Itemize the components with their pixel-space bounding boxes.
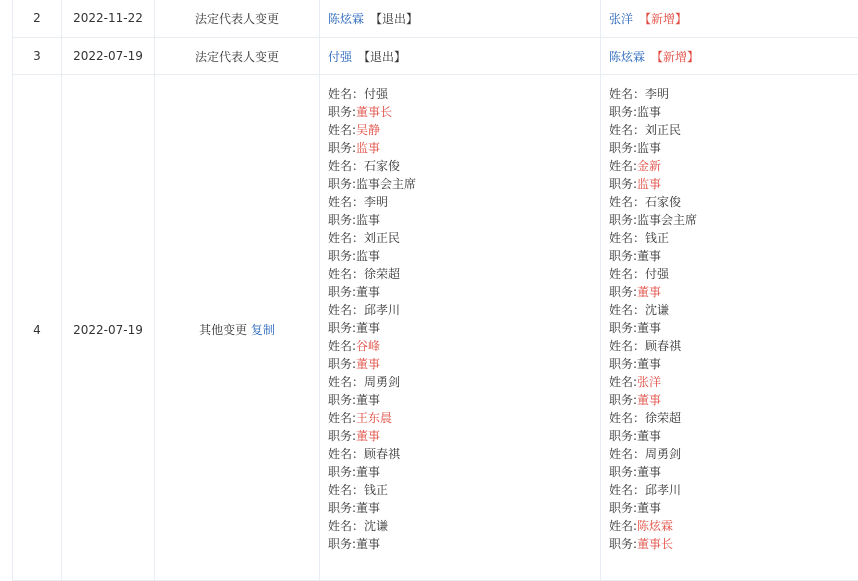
detail-value: 付强 xyxy=(645,267,669,281)
detail-label: 姓名： xyxy=(609,123,645,137)
detail-label: 职务: xyxy=(328,393,356,407)
detail-line xyxy=(328,337,600,355)
detail-label: 姓名： xyxy=(328,519,364,533)
detail-value: 董事 xyxy=(637,393,661,407)
detail-label: 职务: xyxy=(328,249,356,263)
detail-line xyxy=(328,481,600,499)
detail-label: 姓名： xyxy=(609,339,645,353)
detail-label: 姓名： xyxy=(609,195,645,209)
detail-line xyxy=(609,229,858,247)
detail-label: 职务: xyxy=(328,141,356,155)
detail-value: 董事 xyxy=(637,429,661,443)
detail-line xyxy=(328,355,600,373)
detail-label: 职务: xyxy=(328,177,356,191)
detail-line xyxy=(609,499,858,517)
detail-value: 沈谦 xyxy=(364,519,388,533)
detail-label: 职务: xyxy=(328,429,356,443)
detail-label: 姓名： xyxy=(328,447,364,461)
change-date: 2022-07-19 xyxy=(62,38,155,75)
detail-label: 姓名: xyxy=(328,411,356,425)
exit-tag: 【退出】 xyxy=(358,50,406,64)
new-tag: 【新增】 xyxy=(639,12,687,26)
detail-line xyxy=(609,373,858,391)
detail-label: 职务: xyxy=(609,321,637,335)
detail-label: 职务: xyxy=(609,105,637,119)
detail-label: 姓名： xyxy=(609,231,645,245)
copy-link[interactable]: 复制 xyxy=(251,323,275,337)
detail-line xyxy=(609,337,858,355)
detail-value: 金新 xyxy=(637,159,661,173)
detail-label: 职务: xyxy=(609,285,637,299)
new-tag: 【新增】 xyxy=(651,50,699,64)
detail-value: 刘正民 xyxy=(364,231,400,245)
change-records-table xyxy=(12,0,858,581)
detail-line xyxy=(328,139,600,157)
after-cell xyxy=(601,0,858,38)
detail-line xyxy=(609,85,858,103)
detail-label: 职务: xyxy=(609,249,637,263)
detail-label: 职务: xyxy=(328,501,356,515)
detail-value: 监事 xyxy=(637,177,661,191)
detail-line xyxy=(609,535,858,553)
detail-value: 董事 xyxy=(356,357,380,371)
detail-value: 监事会主席 xyxy=(356,177,416,191)
detail-line xyxy=(328,229,600,247)
after-cell xyxy=(601,38,858,75)
change-type: 法定代表人变更 xyxy=(155,38,320,75)
detail-value: 顾春祺 xyxy=(645,339,681,353)
detail-line xyxy=(328,301,600,319)
detail-value: 董事 xyxy=(356,537,380,551)
table-row xyxy=(13,0,858,38)
detail-value: 监事会主席 xyxy=(637,213,697,227)
detail-label: 职务: xyxy=(609,141,637,155)
detail-label: 职务: xyxy=(609,501,637,515)
row-index: 2 xyxy=(13,0,62,38)
detail-line xyxy=(328,391,600,409)
detail-value: 董事 xyxy=(637,465,661,479)
detail-line xyxy=(328,535,600,553)
detail-value: 监事 xyxy=(356,213,380,227)
detail-value: 石家俊 xyxy=(364,159,400,173)
detail-label: 姓名： xyxy=(328,267,364,281)
detail-value: 董事 xyxy=(637,357,661,371)
detail-value: 吴静 xyxy=(356,123,380,137)
detail-value: 徐荣超 xyxy=(364,267,400,281)
detail-value: 董事 xyxy=(637,321,661,335)
detail-value: 董事 xyxy=(637,501,661,515)
detail-line xyxy=(328,103,600,121)
detail-value: 周勇剑 xyxy=(645,447,681,461)
change-date: 2022-11-22 xyxy=(62,0,155,38)
detail-line xyxy=(328,265,600,283)
detail-value: 董事长 xyxy=(356,105,392,119)
detail-label: 职务: xyxy=(609,357,637,371)
change-date: 2022-07-19 xyxy=(62,75,155,581)
detail-line xyxy=(328,247,600,265)
before-cell xyxy=(320,0,601,38)
detail-label: 姓名: xyxy=(609,519,637,533)
detail-value: 钱正 xyxy=(645,231,669,245)
detail-line xyxy=(609,319,858,337)
detail-line xyxy=(328,175,600,193)
person-link[interactable]: 付强 xyxy=(328,50,352,64)
detail-value: 董事 xyxy=(356,321,380,335)
detail-label: 职务: xyxy=(609,393,637,407)
detail-line xyxy=(328,85,600,103)
detail-label: 姓名： xyxy=(609,267,645,281)
detail-label: 职务: xyxy=(609,537,637,551)
detail-label: 职务: xyxy=(609,177,637,191)
change-type-cell xyxy=(155,75,320,581)
detail-line xyxy=(609,481,858,499)
row-index: 3 xyxy=(13,38,62,75)
detail-line xyxy=(328,157,600,175)
detail-line xyxy=(328,211,600,229)
detail-line xyxy=(609,427,858,445)
detail-line xyxy=(609,265,858,283)
detail-value: 谷峰 xyxy=(356,339,380,353)
detail-value: 董事 xyxy=(356,429,380,443)
detail-value: 董事 xyxy=(637,249,661,263)
detail-label: 姓名: xyxy=(609,375,637,389)
change-type: 法定代表人变更 xyxy=(155,0,320,38)
detail-line xyxy=(609,517,858,535)
detail-label: 姓名: xyxy=(328,339,356,353)
detail-line xyxy=(328,193,600,211)
detail-value: 付强 xyxy=(364,87,388,101)
before-list xyxy=(320,75,601,581)
detail-value: 周勇剑 xyxy=(364,375,400,389)
detail-label: 职务: xyxy=(328,465,356,479)
detail-line xyxy=(609,103,858,121)
detail-line xyxy=(328,445,600,463)
detail-value: 王东晨 xyxy=(356,411,392,425)
detail-value: 监事 xyxy=(637,105,661,119)
detail-line xyxy=(609,193,858,211)
detail-line xyxy=(328,517,600,535)
detail-line xyxy=(328,121,600,139)
table-row xyxy=(13,38,858,75)
detail-line xyxy=(609,301,858,319)
detail-label: 职务: xyxy=(328,105,356,119)
detail-line xyxy=(609,121,858,139)
detail-value: 邱孝川 xyxy=(364,303,400,317)
detail-label: 职务: xyxy=(609,429,637,443)
detail-line xyxy=(609,391,858,409)
detail-label: 职务: xyxy=(609,465,637,479)
detail-value: 邱孝川 xyxy=(645,483,681,497)
person-link[interactable]: 陈炫霖 xyxy=(609,50,645,64)
detail-label: 姓名: xyxy=(328,123,356,137)
detail-label: 姓名： xyxy=(609,303,645,317)
detail-value: 董事 xyxy=(356,285,380,299)
table-row xyxy=(13,75,858,581)
detail-value: 钱正 xyxy=(364,483,388,497)
detail-label: 姓名： xyxy=(328,483,364,497)
detail-value: 监事 xyxy=(356,249,380,263)
person-link[interactable]: 陈炫霖 xyxy=(328,12,364,26)
detail-line xyxy=(609,283,858,301)
detail-line xyxy=(609,139,858,157)
detail-value: 监事 xyxy=(637,141,661,155)
detail-value: 监事 xyxy=(356,141,380,155)
detail-label: 职务: xyxy=(328,357,356,371)
detail-label: 职务: xyxy=(328,321,356,335)
detail-line xyxy=(609,247,858,265)
detail-value: 董事长 xyxy=(637,537,673,551)
detail-value: 李明 xyxy=(364,195,388,209)
detail-value: 董事 xyxy=(356,465,380,479)
detail-label: 姓名: xyxy=(609,159,637,173)
detail-label: 姓名： xyxy=(609,87,645,101)
detail-label: 姓名： xyxy=(328,159,364,173)
detail-line xyxy=(328,427,600,445)
detail-value: 刘正民 xyxy=(645,123,681,137)
detail-label: 姓名： xyxy=(328,87,364,101)
detail-label: 姓名： xyxy=(609,447,645,461)
detail-label: 职务: xyxy=(328,285,356,299)
detail-value: 董事 xyxy=(356,393,380,407)
exit-tag: 【退出】 xyxy=(370,12,418,26)
detail-line xyxy=(328,409,600,427)
detail-label: 姓名： xyxy=(609,483,645,497)
detail-value: 石家俊 xyxy=(645,195,681,209)
detail-line xyxy=(609,355,858,373)
detail-label: 职务: xyxy=(328,537,356,551)
detail-line xyxy=(609,409,858,427)
detail-line xyxy=(328,319,600,337)
detail-line xyxy=(609,463,858,481)
detail-line xyxy=(609,211,858,229)
detail-line xyxy=(609,175,858,193)
detail-line xyxy=(328,499,600,517)
detail-label: 职务: xyxy=(328,213,356,227)
detail-value: 陈炫霖 xyxy=(637,519,673,533)
detail-label: 姓名： xyxy=(328,375,364,389)
detail-line xyxy=(609,157,858,175)
row-index: 4 xyxy=(13,75,62,581)
detail-value: 李明 xyxy=(645,87,669,101)
detail-line xyxy=(328,283,600,301)
detail-value: 董事 xyxy=(637,285,661,299)
detail-value: 沈谦 xyxy=(645,303,669,317)
detail-line xyxy=(328,373,600,391)
detail-label: 姓名： xyxy=(609,411,645,425)
detail-label: 姓名： xyxy=(328,303,364,317)
detail-label: 职务: xyxy=(609,213,637,227)
detail-value: 董事 xyxy=(356,501,380,515)
detail-line xyxy=(328,463,600,481)
detail-line xyxy=(609,445,858,463)
detail-value: 顾春祺 xyxy=(364,447,400,461)
detail-label: 姓名： xyxy=(328,231,364,245)
change-type: 其他变更 xyxy=(199,323,247,337)
before-cell xyxy=(320,38,601,75)
detail-label: 姓名： xyxy=(328,195,364,209)
person-link[interactable]: 张洋 xyxy=(609,12,633,26)
after-list xyxy=(601,75,858,581)
detail-value: 张洋 xyxy=(637,375,661,389)
detail-value: 徐荣超 xyxy=(645,411,681,425)
